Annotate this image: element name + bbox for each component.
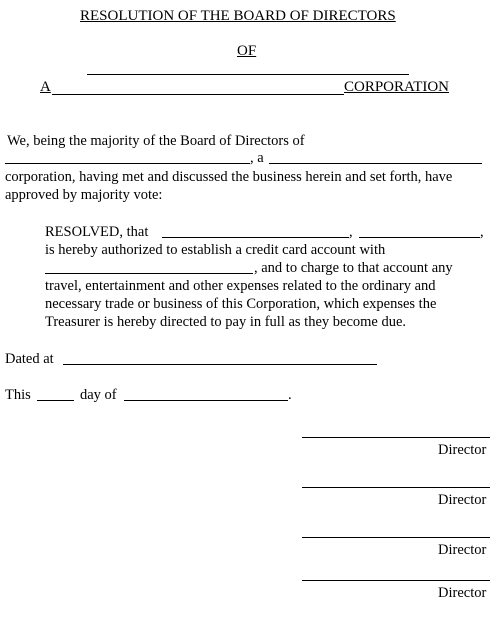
- resolved-comma-1: ,: [349, 224, 353, 240]
- resolved-line-4: travel, entertainment and other expenses related to the ordinary and: [45, 278, 436, 294]
- signature-label-4: Director: [438, 585, 487, 601]
- intro-line-1: We, being the majority of the Board of Directors of: [7, 133, 305, 149]
- officer-title-field[interactable]: [359, 237, 480, 238]
- day-of-label: day of: [80, 387, 117, 403]
- credit-card-company-field[interactable]: [45, 273, 253, 274]
- officer-name-field[interactable]: [162, 237, 349, 238]
- day-of-period: .: [288, 387, 292, 403]
- day-field[interactable]: [37, 400, 74, 401]
- document-title-of: OF: [237, 43, 257, 59]
- this-label: This: [5, 387, 31, 403]
- signature-label-2: Director: [438, 492, 487, 508]
- signature-line-3[interactable]: [302, 537, 490, 538]
- signature-line-4[interactable]: [302, 580, 490, 581]
- resolved-line-2: is hereby authorized to establish a credit card account with: [45, 242, 386, 258]
- corporation-name-field[interactable]: [5, 163, 250, 164]
- month-field[interactable]: [124, 400, 288, 401]
- corporation-name-blank[interactable]: [52, 94, 344, 95]
- document-title: RESOLUTION OF THE BOARD OF DIRECTORS: [80, 8, 396, 24]
- signature-label-3: Director: [438, 542, 487, 558]
- resolved-line-6: Treasurer is hereby directed to pay in full as they become due.: [45, 314, 407, 330]
- resolved-line-5: necessary trade or business of this Corporation, which expenses the: [45, 296, 437, 312]
- intro-line-2-connector: , a: [250, 150, 264, 166]
- resolved-line-3: , and to charge to that account any: [254, 260, 453, 276]
- corporation-name-blank-upper[interactable]: [87, 74, 409, 75]
- intro-line-3: corporation, having met and discussed the business herein and set forth, have: [5, 169, 453, 185]
- intro-line-4: approved by majority vote:: [5, 187, 163, 203]
- signature-line-2[interactable]: [302, 487, 490, 488]
- dated-at-label: Dated at: [5, 351, 54, 367]
- title-suffix-corporation: CORPORATION: [344, 79, 450, 95]
- resolved-comma-2: ,: [480, 224, 484, 240]
- signature-label-1: Director: [438, 442, 487, 458]
- resolved-label: RESOLVED, that: [45, 224, 149, 240]
- dated-at-field[interactable]: [63, 364, 377, 365]
- state-field[interactable]: [269, 163, 482, 164]
- signature-line-1[interactable]: [302, 437, 490, 438]
- title-prefix-a: A: [40, 79, 51, 95]
